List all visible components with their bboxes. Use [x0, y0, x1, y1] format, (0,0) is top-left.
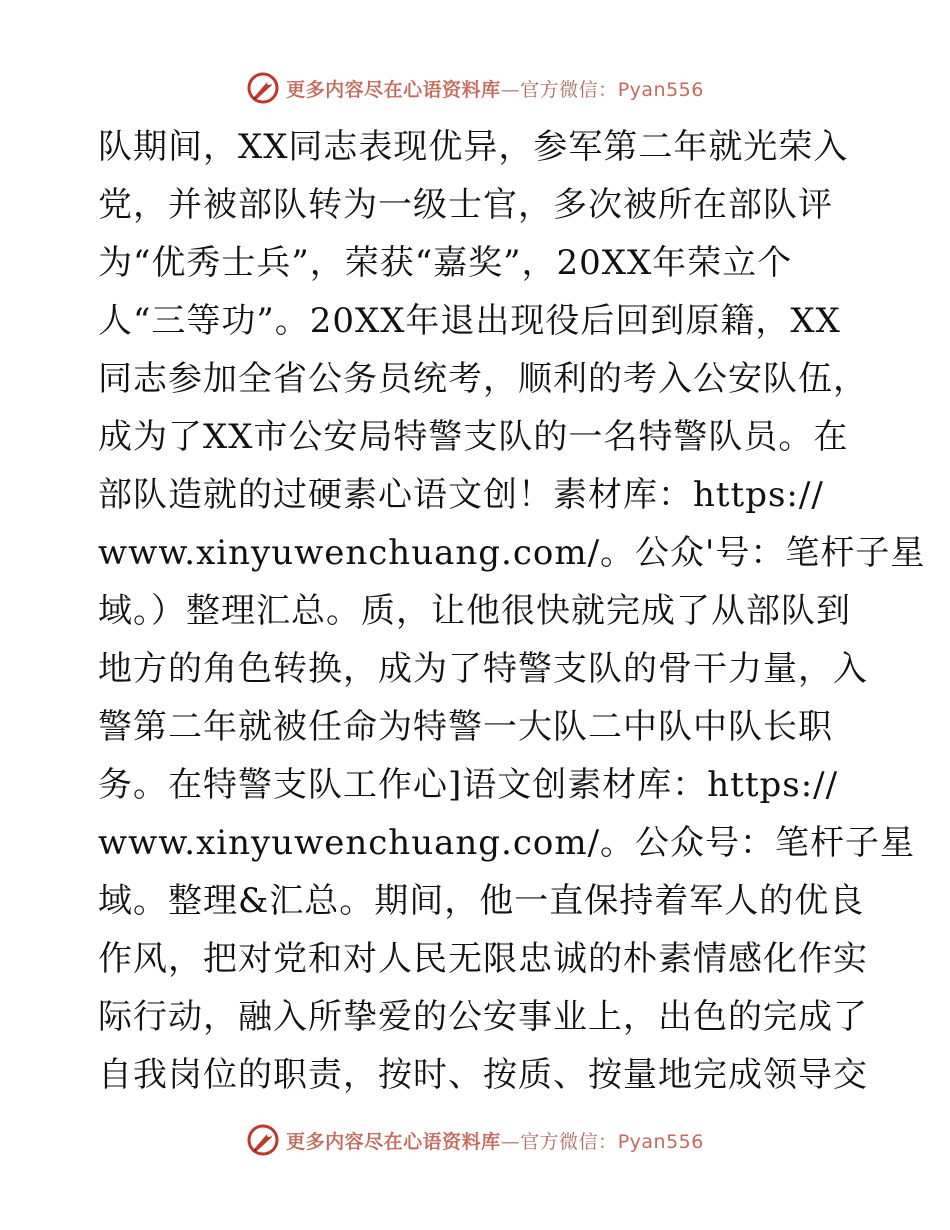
body-line: 队期间，XX同志表现优异，参军第二年就光荣入 — [98, 127, 849, 167]
body-line: 警第二年就被任命为特警一大队二中队中队长职 — [98, 707, 833, 747]
body-line: 成为了XX市公安局特警支队的一名特警队员。在 — [98, 417, 849, 457]
body-line: 同志参加全省公务员统考，顺利的考入公安队伍， — [98, 359, 868, 399]
body-line: www.xinyuwenchuang.com/。公众'号：笔杆子星 — [98, 533, 926, 573]
body-line: 域。）整理汇总。质，让他很快就完成了从部队到 — [98, 591, 851, 631]
footer-banner — [0, 1118, 950, 1162]
footer-banner-title: 更多内容尽在心语资料库 — [286, 1130, 501, 1153]
header-wechat-label: 官方微信： — [520, 78, 618, 101]
footer-banner-text — [286, 1127, 704, 1154]
body-line: 域。整理&汇总。期间，他一直保持着军人的优良 — [98, 881, 865, 921]
body-line: 地方的角色转换，成为了特警支队的骨干力量，入 — [98, 649, 868, 689]
header-banner-title: 更多内容尽在心语资料库 — [286, 78, 501, 101]
body-line: 作风，把对党和对人民无限忠诚的朴素情感化作实 — [98, 939, 868, 979]
body-line: 党，并被部队转为一级士官，多次被所在部队评 — [98, 185, 833, 225]
document-body — [98, 118, 926, 1104]
body-line: 务。在特警支队工作心]语文创素材库：https:// — [98, 765, 839, 805]
footer-wechat-label: 官方微信： — [520, 1130, 618, 1153]
pen-nib-logo-icon — [246, 1123, 280, 1157]
header-banner — [0, 66, 950, 110]
header-banner-text — [286, 75, 704, 102]
header-banner-separator: — — [500, 78, 521, 101]
body-line: 为“优秀士兵”，荣获“嘉奖”，20XX年荣立个 — [98, 243, 793, 283]
body-line: 自我岗位的职责，按时、按质、按量地完成领导交 — [98, 1055, 868, 1095]
footer-wechat-account: Pyan556 — [617, 1130, 704, 1153]
header-wechat-account: Pyan556 — [617, 78, 704, 101]
body-line: 际行动，融入所挚爱的公安事业上，出色的完成了 — [98, 997, 868, 1037]
body-line: www.xinyuwenchuang.com/。公众号：笔杆子星 — [98, 823, 916, 863]
body-line: 人“三等功”。20XX年退出现役后回到原籍，XX — [98, 301, 841, 341]
pen-nib-logo-icon — [246, 71, 280, 105]
body-line: 部队造就的过硬素心语文创！素材库：https:// — [98, 475, 824, 515]
footer-banner-separator: — — [500, 1130, 521, 1153]
